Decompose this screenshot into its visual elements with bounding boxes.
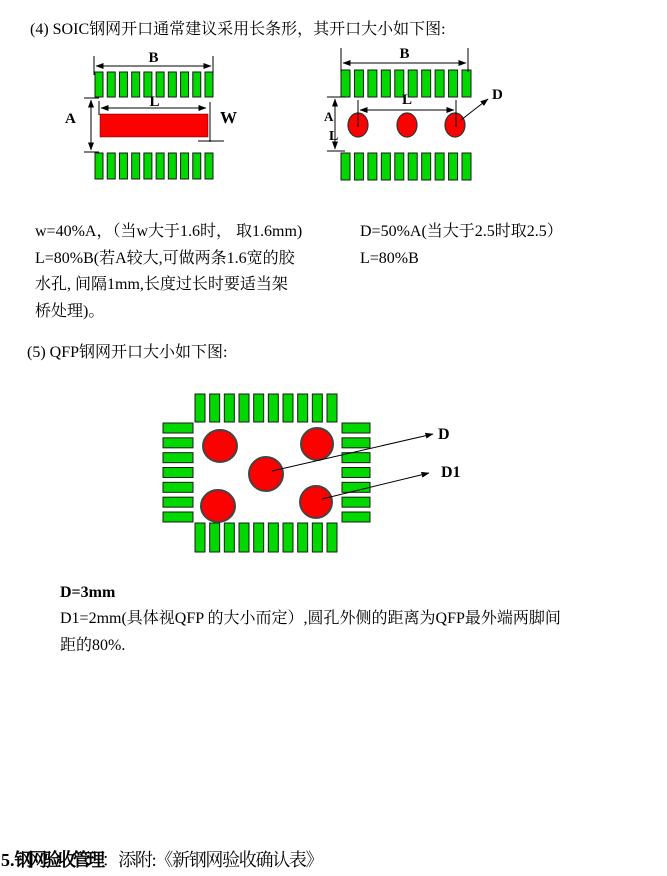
dim-label-D-right: D: [492, 87, 503, 103]
dim-label-A-right: A: [324, 109, 334, 124]
section-5-footer-heading: [1, 846, 322, 872]
note-line: D1=2mm(具体视QFP 的大小而定）,圆孔外侧的距离为QFP最外端两脚间: [60, 610, 561, 628]
dim-label-D-qfp: D: [438, 426, 450, 443]
note-line: L=80%B(若A较大,可做两条1.6宽的胶: [35, 249, 295, 267]
dim-label-L-left: L: [149, 94, 160, 110]
dim-label-B-right: B: [399, 46, 410, 62]
dim-label-A-left: A: [65, 111, 76, 127]
soic-dot-notes: [360, 219, 563, 272]
qfp-notes: [60, 580, 561, 659]
note-line-d: D=3mm: [60, 584, 116, 601]
footer-rest: ：添附:《新钢网验收确认表》: [101, 850, 323, 870]
dim-label-B-left: B: [148, 50, 159, 66]
note-line: L=80%B: [360, 249, 419, 267]
note-line: 水孔, 间隔1mm,长度过长时要适当架: [35, 276, 288, 293]
dim-label-W-left: W: [220, 108, 237, 127]
footer-number: 5.: [1, 850, 15, 870]
section-5-heading: (5) QFP钢网开口大小如下图:: [27, 344, 228, 361]
soic-strip-notes: [35, 219, 302, 325]
note-line: 距的80%.: [60, 636, 126, 654]
dim-label-D1-qfp: D1: [441, 464, 461, 481]
note-line: 桥处理)。: [35, 302, 105, 320]
dim-label-L-right-side: L: [329, 129, 339, 144]
note-line: D=50%A(当大于2.5时取2.5）: [360, 223, 563, 240]
dim-label-L-right-top: L: [401, 92, 412, 108]
note-line: w=40%A，（当w大于1.6时， 取1.6mm): [35, 223, 303, 240]
footer-title: 钢网验收管理: [14, 850, 102, 870]
section-4-heading: (4) SOIC钢网开口通常建议采用长条形，其开口大小如下图:: [30, 21, 446, 38]
